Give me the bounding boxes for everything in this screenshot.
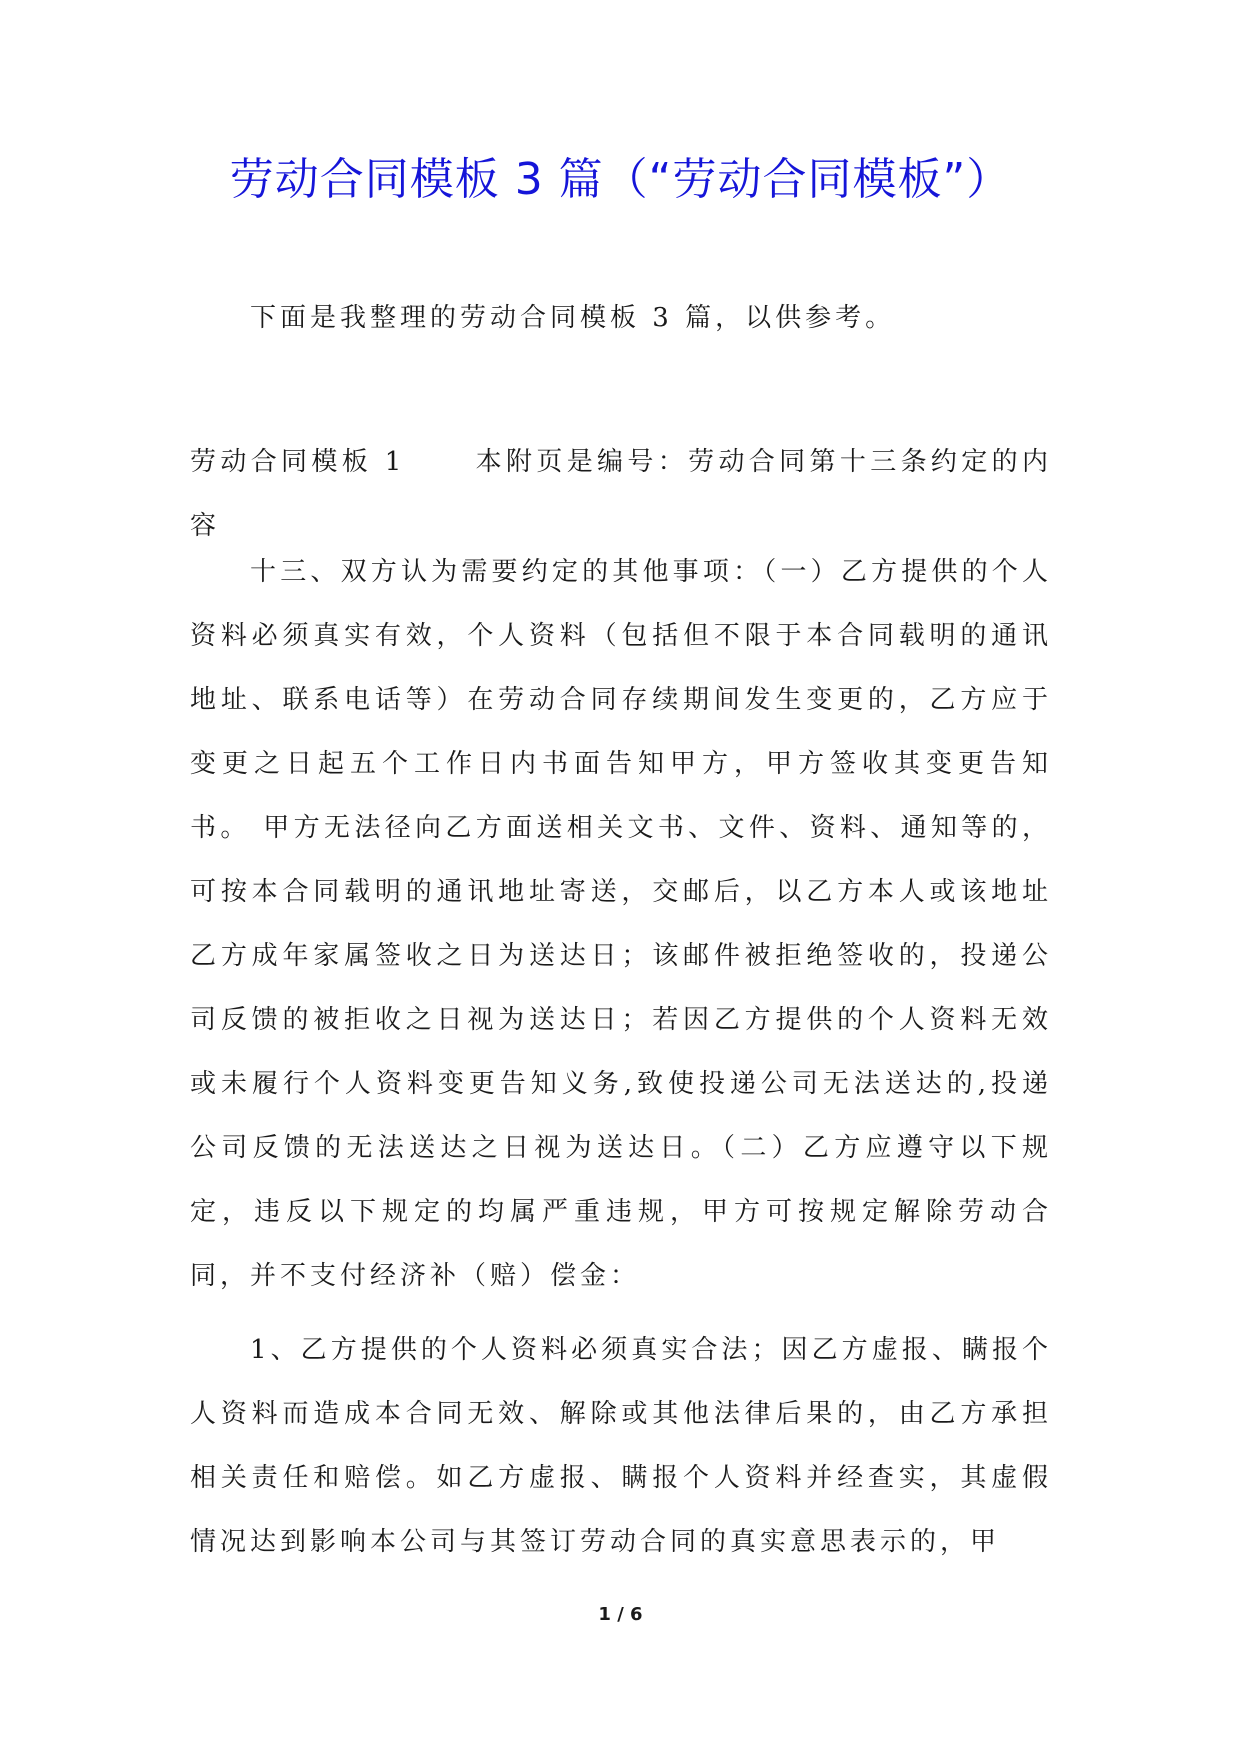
page-number: 1 / 6: [598, 1604, 643, 1625]
body-paragraph-1: 十三、双方认为需要约定的其他事项：（一）乙方提供的个人资料必须真实有效，个人资料（包括但不限于本合同载明的通讯地址、联系电话等）在劳动合同存续期间发生变更的，乙方应于变更之日起五个工作日内书面告知甲方，甲方签收其变更告知书。 甲方无法径向乙方面送相关文书、文件、资料、通知等的，可按本合同载明的通讯地址寄送，交邮后，以乙方本人或该地址乙方成年家属签收之日为送达日；该邮件被拒绝签收的，投递公司反馈的被拒收之日视为送达日；若因乙方提供的个人资料无效或未履行个人资料变更告知义务,致使投递公司无法送达的,投递公司反馈的无法送达之日视为送达日。（二）乙方应遵守以下规定，违反以下规定的均属严重违规，甲方可按规定解除劳动合同，并不支付经济补（赔）偿金：: [190, 557, 1052, 1291]
intro-paragraph: 下面是我整理的劳动合同模板 3 篇，以供参考。: [250, 303, 896, 333]
section-heading: 本附页是编号：劳动合同第十三条约定的内容: [190, 447, 1052, 541]
body-paragraph-2: 1、乙方提供的个人资料必须真实合法；因乙方虚报、瞒报个人资料而造成本合同无效、解除或其他法律后果的，由乙方承担相关责任和赔偿。如乙方虚报、瞒报个人资料并经查实，其虚假情况达到影响本公司与其签订劳动合同的真实意思表示的，甲: [190, 1335, 1052, 1557]
section-heading-paragraph: [190, 430, 1052, 558]
document-title: 劳动合同模板 3 篇（“劳动合同模板”）: [229, 154, 1012, 205]
section-label: 劳动合同模板 1: [190, 447, 406, 477]
